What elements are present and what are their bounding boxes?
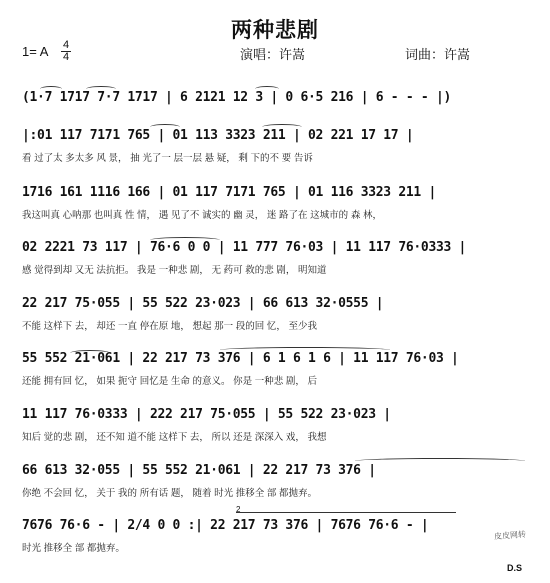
meter-top: 4 bbox=[62, 39, 70, 51]
slur-mark bbox=[220, 347, 390, 353]
watermark-stamp: 皮皮网转 bbox=[493, 529, 527, 542]
slur-mark bbox=[355, 458, 525, 464]
composer-credit: 词曲：许嵩 bbox=[405, 47, 471, 62]
lyric: 知后 觉的悲 剧， 还不知 道不能 这样下 去， 所以 还是 深深入 戏， 我想 bbox=[22, 432, 327, 443]
slur-mark bbox=[262, 124, 302, 130]
slur-mark bbox=[86, 86, 116, 92]
notation: (1·7 1717 7·7 1717 | 6 2121 12 3 | 0 6·5 216 | 6 - - - |) bbox=[22, 90, 452, 105]
notation: 55 552 21·061 | 22 217 73 376 | 6 1 6 1 6 | 11 117 76·03 | bbox=[22, 351, 459, 366]
song-title: 两种悲剧 bbox=[231, 17, 319, 42]
meter-bottom: 4 bbox=[62, 51, 70, 63]
slur-mark bbox=[70, 350, 110, 356]
notation: 02 2221 73 117 | 76·6 0 0 | 11 777 76·03 | 11 117 76·0333 | bbox=[22, 240, 467, 255]
notation: 66 613 32·055 | 55 552 21·061 | 22 217 73 376 | bbox=[22, 463, 376, 478]
notation: 11 117 76·0333 | 222 217 75·055 | 55 522 23·023 | bbox=[22, 407, 391, 422]
notation: 1716 161 1116 166 | 01 117 7171 765 | 01 116 3323 211 | bbox=[22, 185, 436, 200]
dal-segno-mark: D.S bbox=[506, 563, 522, 573]
slur-mark bbox=[40, 86, 62, 92]
volta-bracket bbox=[236, 512, 456, 513]
slur-mark bbox=[255, 86, 279, 92]
lyric: 还能 拥有回 忆， 如果 扼守 回忆是 生命 的意义。 你是 一种悲 剧， 后 bbox=[22, 376, 318, 387]
lyric: 时光 推移全 部 都抛弃。 bbox=[22, 543, 125, 554]
lyric: 看 过了太 多太多 风 景， 抽 光了一 层一层 悬 疑， 剩 下的不 要 告诉 bbox=[22, 153, 313, 164]
notation: 22 217 75·055 | 55 522 23·023 | 66 613 32·0555 | bbox=[22, 296, 384, 311]
lyric: 不能 这样下 去， 却还 一直 停在原 地， 想起 那一 段的回 忆， 至少我 bbox=[22, 321, 318, 332]
volta-number: 2 bbox=[236, 505, 241, 514]
key-signature: 1= A bbox=[22, 44, 49, 59]
notation: 7676 76·6 - | 2/4 0 0 :| 22 217 73 376 | 7676 76·6 - | bbox=[22, 518, 429, 533]
notation: |:01 117 7171 765 | 01 113 3323 211 | 02 221 17 17 | bbox=[22, 128, 414, 143]
time-signature bbox=[61, 40, 71, 63]
slur-mark bbox=[150, 237, 220, 243]
singer-credit: 演唱：许嵩 bbox=[240, 47, 306, 62]
slur-mark bbox=[150, 124, 180, 130]
lyric: 感 觉得到却 又无 法抗拒。 我是 一种悲 剧， 无 药可 救的悲 剧， 明知道 bbox=[22, 265, 327, 276]
lyric: 我这叫真 心呐那 也叫真 性 情， 遇 见了不 诚实的 幽 灵， 迷 路了在 这城市的 森 林， bbox=[22, 210, 382, 221]
lyric: 你绝 不会回 忆， 关于 我的 所有话 题， 随着 时光 推移全 部 都抛弃。 bbox=[22, 488, 318, 499]
